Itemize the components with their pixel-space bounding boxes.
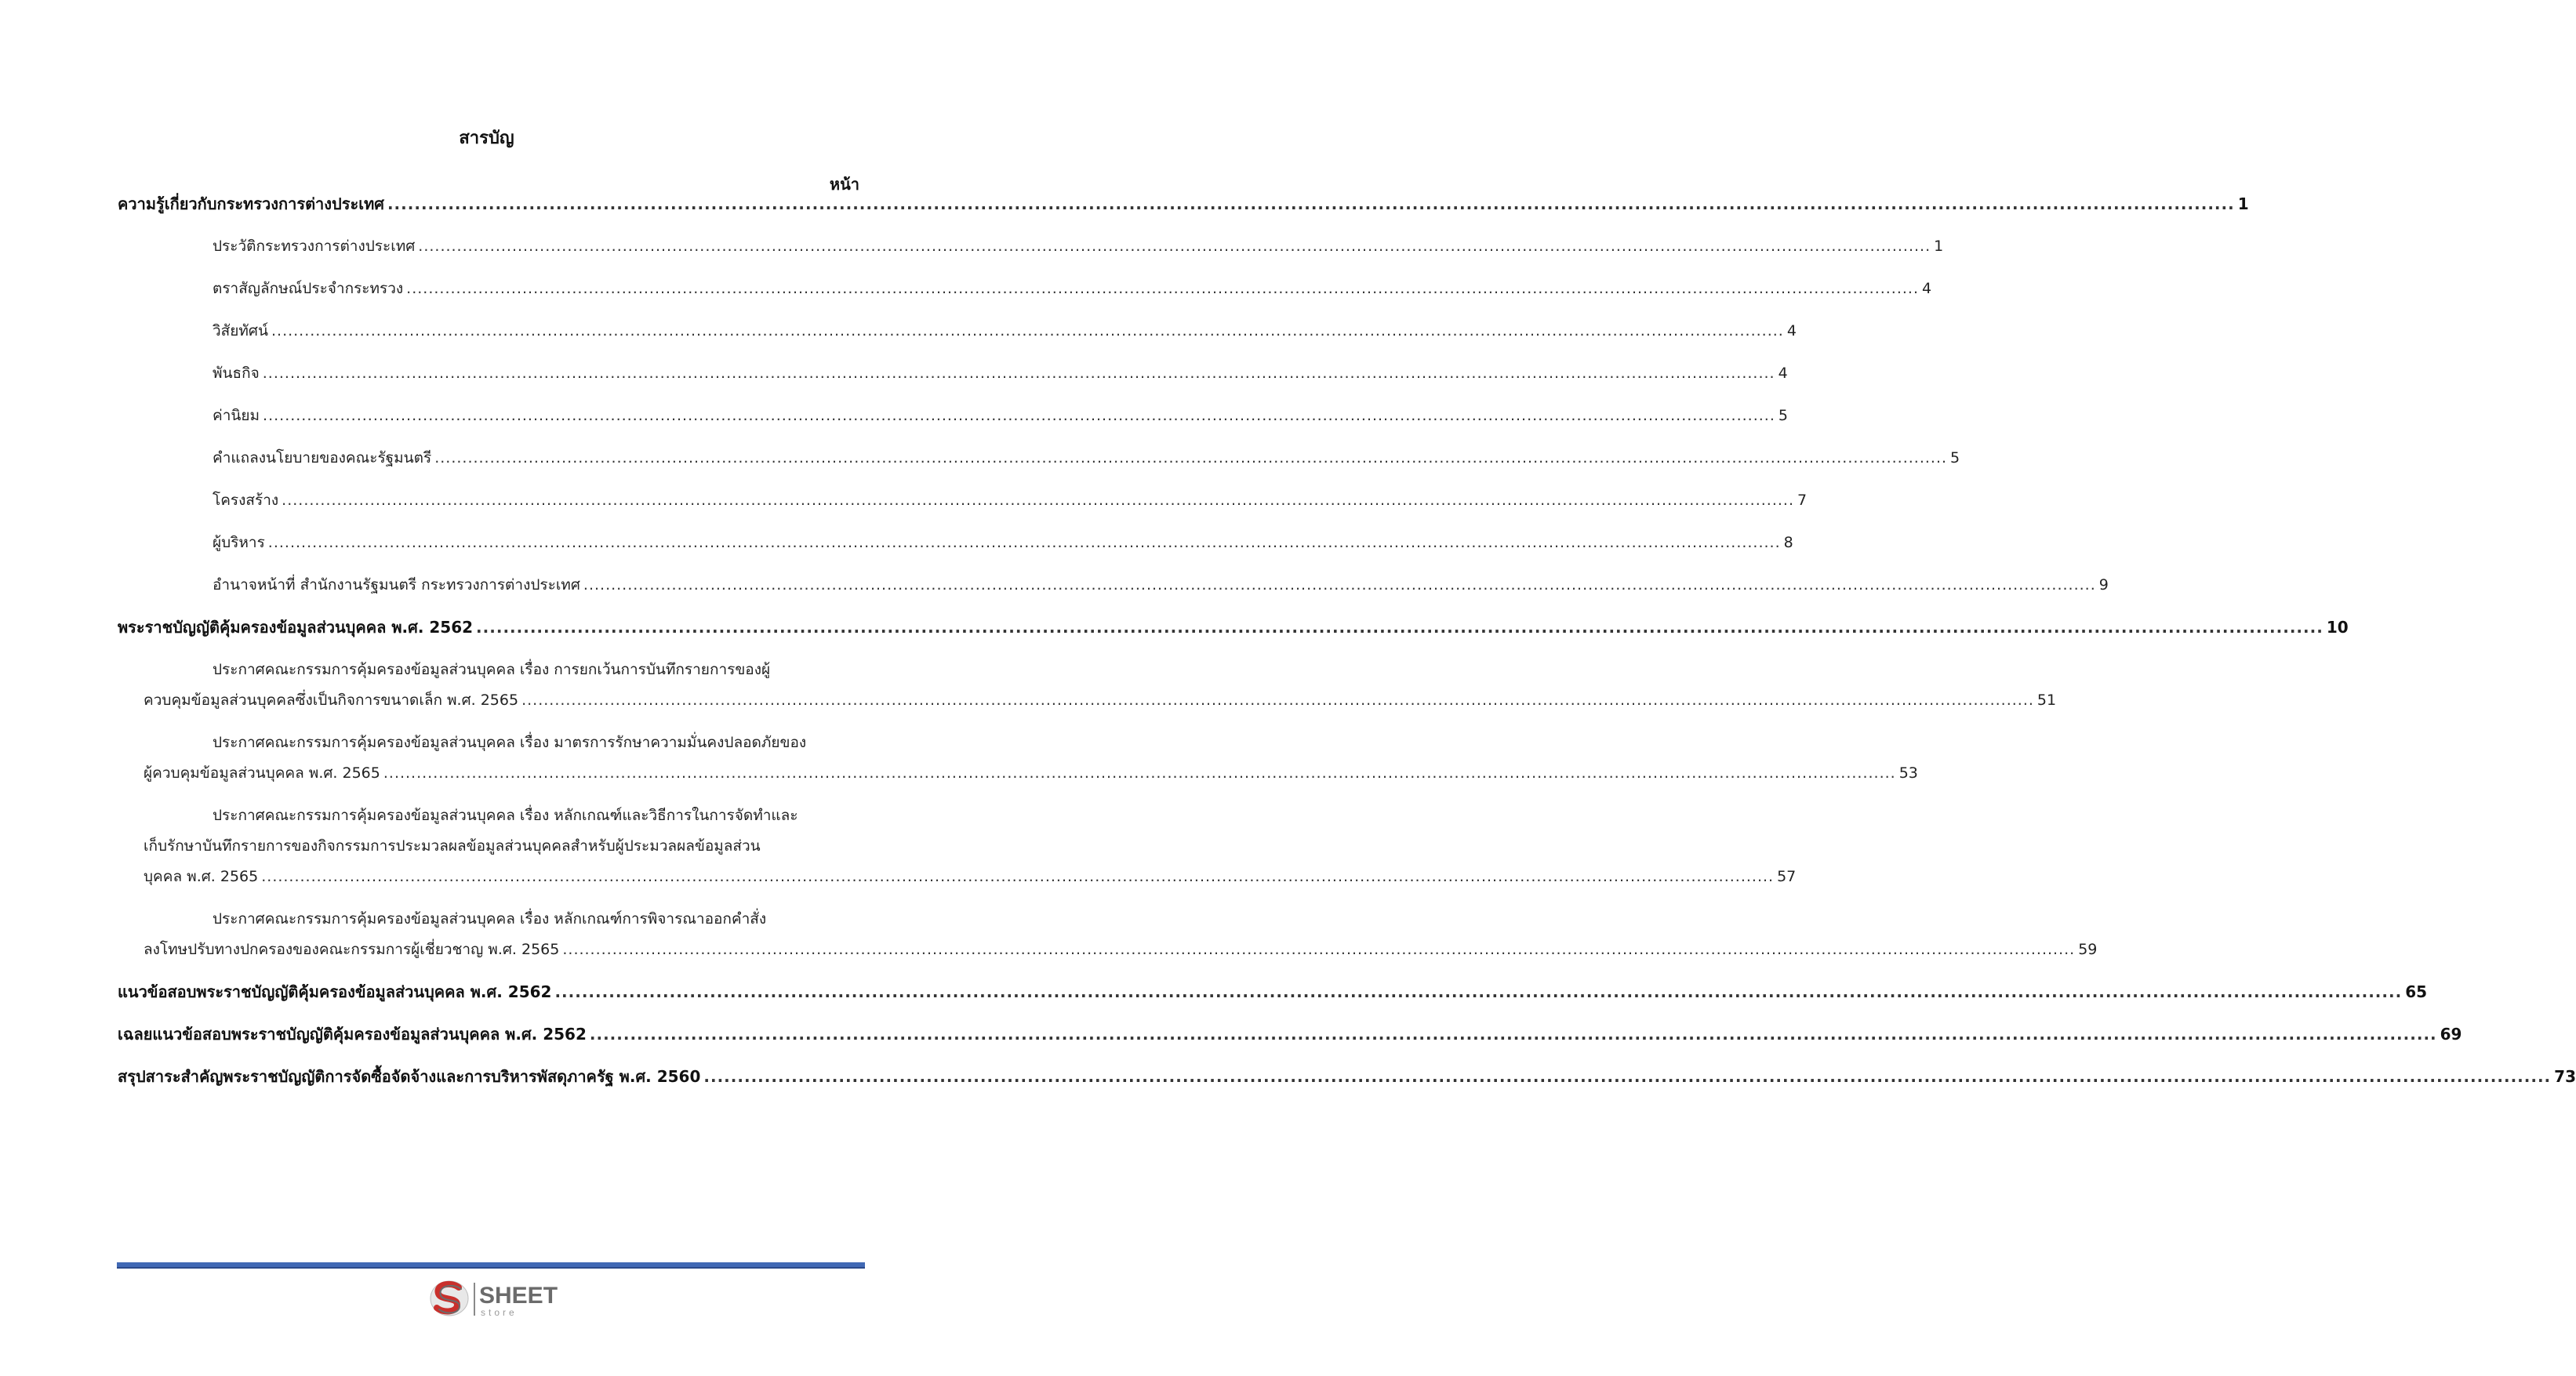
page-title: สารบัญ (459, 129, 514, 148)
toc-entry-line: ประกาศคณะกรรมการคุ้มครองข้อมูลส่วนบุคคล เรื่อง หลักเกณฑ์การพิจารณาออกคำสั่ง (213, 910, 767, 928)
toc-entry[interactable] (118, 362, 1788, 384)
toc-leader: .................................................................................................................................................................................................................................................................................. (383, 764, 1896, 782)
toc-entry-page: 9 (2098, 576, 2109, 594)
toc-entry-page: 53 (1898, 764, 1918, 782)
toc-entry-page: 73 (2554, 1067, 2576, 1086)
toc-entry-line: เก็บรักษาบันทึกรายการของกิจกรรมการประมวลผลข้อมูลส่วนบุคคลสำหรับผู้ประมวลผลข้อมูลส่วน (144, 837, 761, 855)
logo-word: SHEET (479, 1283, 558, 1309)
toc-entry[interactable] (118, 278, 1932, 300)
toc-leader: .................................................................................................................................................................................................................................................................................. (267, 534, 1781, 551)
page-column-header: หน้า (829, 175, 859, 194)
toc-entry-page: 4 (1778, 365, 1788, 382)
toc-leader: .................................................................................................................................................................................................................................................................................. (271, 322, 1784, 339)
toc-entry[interactable] (118, 1023, 2462, 1045)
toc-entry-title: ความรู้เกี่ยวกับกระทรวงการต่างประเทศ (118, 194, 384, 213)
toc-entry-page: 7 (1797, 492, 1808, 509)
toc-entry[interactable] (118, 939, 2098, 960)
toc-leader: .................................................................................................................................................................................................................................................................................. (262, 365, 1775, 382)
toc-entry-page: 69 (2440, 1025, 2462, 1044)
toc-entry-title: ประวัติกระทรวงการต่างประเทศ (213, 238, 416, 255)
toc-entry[interactable] (118, 489, 1808, 511)
toc-entry-page: 1 (2237, 194, 2249, 213)
toc-leader: .................................................................................................................................................................................................................................................................................. (418, 238, 1931, 255)
toc-entry-title: ลงโทษปรับทางปกครองของคณะกรรมการผู้เชี่ยวชาญ พ.ศ. 2565 (144, 941, 560, 958)
toc-entry-title: เฉลยแนวข้อสอบพระราชบัญญัติคุ้มครองข้อมูลส่วนบุคคล พ.ศ. 2562 (118, 1025, 587, 1044)
toc-leader: .................................................................................................................................................................................................................................................................................. (387, 194, 2235, 213)
toc-entry[interactable] (118, 532, 1793, 554)
toc-entry-page: 51 (2036, 692, 2057, 709)
toc-leader: .................................................................................................................................................................................................................................................................................. (282, 492, 1794, 509)
sheet-store-logo (427, 1276, 561, 1320)
toc-entry-title: วิสัยทัศน์ (213, 322, 268, 339)
toc-entry-page: 1 (1934, 238, 1944, 255)
toc-entry[interactable] (118, 320, 1797, 342)
toc-entry-title: แนวข้อสอบพระราชบัญญัติคุ้มครองข้อมูลส่วนบุคคล พ.ศ. 2562 (118, 982, 552, 1001)
toc-leader: .................................................................................................................................................................................................................................................................................. (521, 692, 2034, 709)
toc-entry[interactable] (118, 1066, 2576, 1087)
logo-s-icon (431, 1281, 468, 1316)
toc-entry-title: สรุปสาระสำคัญพระราชบัญญัติการจัดซื้อจัดจ้างและการบริหารพัสดุภาครัฐ พ.ศ. 2560 (118, 1067, 701, 1086)
toc-entry-title: ผู้บริหาร (213, 534, 265, 551)
toc-entry-title: ควบคุมข้อมูลส่วนบุคคลซึ่งเป็นกิจการขนาดเล็ก พ.ศ. 2565 (144, 692, 519, 709)
toc-entry[interactable] (118, 616, 2349, 638)
toc-entry[interactable] (118, 866, 1797, 888)
toc-entry-page: 5 (1778, 407, 1788, 424)
toc-entry-page: 4 (1922, 280, 1932, 297)
toc-entry[interactable] (118, 574, 2109, 596)
toc-entry-title: บุคคล พ.ศ. 2565 (144, 868, 259, 885)
toc-leader: .................................................................................................................................................................................................................................................................................. (554, 982, 2403, 1001)
toc-entry-page: 8 (1783, 534, 1793, 551)
toc-leader: .................................................................................................................................................................................................................................................................................. (434, 449, 1948, 467)
toc-entry-page: 65 (2405, 982, 2428, 1001)
toc-entry[interactable] (118, 689, 2057, 711)
toc-entry[interactable] (118, 981, 2428, 1003)
table-of-contents (118, 0, 2576, 1254)
toc-leader: .................................................................................................................................................................................................................................................................................. (261, 868, 1775, 885)
toc-entry-page: 4 (1786, 322, 1797, 339)
toc-leader: .................................................................................................................................................................................................................................................................................. (583, 576, 2096, 594)
toc-leader: .................................................................................................................................................................................................................................................................................. (263, 407, 1775, 424)
toc-entry[interactable] (118, 447, 1960, 469)
toc-entry[interactable] (118, 405, 1788, 427)
toc-entry-page: 57 (1777, 868, 1797, 885)
toc-leader: .................................................................................................................................................................................................................................................................................. (589, 1025, 2437, 1044)
toc-entry-title: ตราสัญลักษณ์ประจำกระทรวง (213, 280, 404, 297)
toc-entry[interactable] (118, 235, 1944, 257)
toc-entry-title: พระราชบัญญัติคุ้มครองข้อมูลส่วนบุคคล พ.ศ. 2562 (118, 618, 474, 637)
toc-entry-title: ผู้ควบคุมข้อมูลส่วนบุคคล พ.ศ. 2565 (144, 764, 380, 782)
logo-sub: store (481, 1307, 518, 1318)
toc-entry[interactable] (118, 762, 1918, 784)
toc-leader: .................................................................................................................................................................................................................................................................................. (406, 280, 1920, 297)
toc-entry-title: ค่านิยม (213, 407, 260, 424)
toc-entry[interactable] (118, 193, 2249, 215)
toc-entry-title: อำนาจหน้าที่ สำนักงานรัฐมนตรี กระทรวงการต่างประเทศ (213, 576, 580, 594)
toc-entry-page: 10 (2326, 618, 2349, 637)
toc-leader: .................................................................................................................................................................................................................................................................................. (703, 1067, 2552, 1086)
toc-leader: .................................................................................................................................................................................................................................................................................. (562, 941, 2076, 958)
toc-leader: .................................................................................................................................................................................................................................................................................. (476, 618, 2323, 637)
toc-entry-title: พันธกิจ (213, 365, 260, 382)
toc-entry-page: 59 (2078, 941, 2098, 958)
toc-entry-line: ประกาศคณะกรรมการคุ้มครองข้อมูลส่วนบุคคล เรื่อง หลักเกณฑ์และวิธีการในการจัดทำและ (213, 807, 798, 824)
toc-entry-title: คำแถลงนโยบายของคณะรัฐมนตรี (213, 449, 432, 467)
toc-entry-line: ประกาศคณะกรรมการคุ้มครองข้อมูลส่วนบุคคล เรื่อง มาตรการรักษาความมั่นคงปลอดภัยของ (213, 734, 807, 751)
toc-entry-line: ประกาศคณะกรรมการคุ้มครองข้อมูลส่วนบุคคล เรื่อง การยกเว้นการบันทึกรายการของผู้ (213, 661, 771, 678)
footer-divider (117, 1262, 865, 1269)
toc-entry-title: โครงสร้าง (213, 492, 279, 509)
toc-entry-page: 5 (1950, 449, 1960, 467)
